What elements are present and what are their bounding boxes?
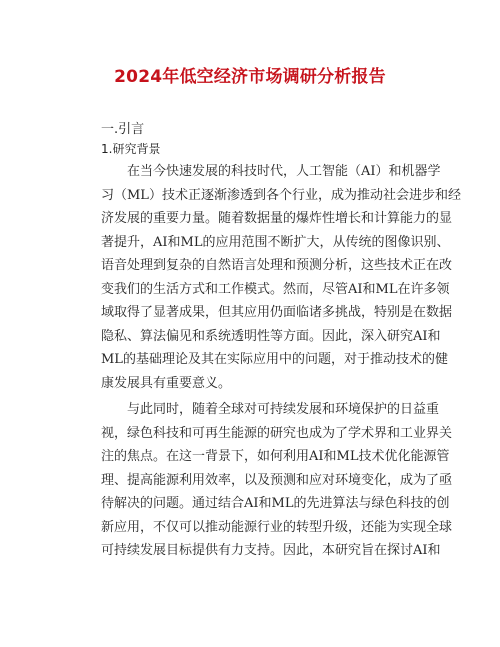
paragraph-line: 变我们的生活方式和工作模式。然而，尽管AI和ML在许多领	[101, 281, 450, 297]
paragraph-line: 注的焦点。在这一背景下，如何利用AI和ML技术优化能源管	[101, 449, 450, 464]
paragraph-line: 在当今快速发展的科技时代，人工智能（AI）和机器学	[101, 164, 441, 179]
subsection-heading: 1.研究背景	[101, 142, 161, 156]
paragraph-line: 济发展的重要力量。随着数据量的爆炸性增长和计算能力的显	[101, 211, 453, 226]
paragraph-line: 与此同时，随着全球对可持续发展和环境保护的日益重	[101, 402, 440, 417]
paragraph-line: 隐私、算法偏见和系统透明性等方面。因此，深入研究AI和	[101, 328, 441, 344]
paragraph-line: 待解决的问题。通过结合AI和ML的先进算法与绿色科技的创	[101, 496, 450, 511]
paragraph-line: 习（ML）技术正逐渐渗透到各个行业，成为推动社会进步和经	[101, 187, 461, 203]
paragraph-line: 可持续发展目标提供有力支持。因此，本研究旨在探讨AI和	[101, 543, 441, 558]
paragraph-line: 著提升，AI和ML的应用范围不断扩大，从传统的图像识别、	[101, 234, 450, 250]
paragraph-line: 语音处理到复杂的自然语言处理和预测分析，这些技术正在改	[101, 258, 453, 273]
paragraph-line: 域取得了显著成果，但其应用仍面临诸多挑战，特别是在数据	[101, 305, 453, 320]
paragraph-1	[101, 160, 461, 395]
paragraph-line: 视，绿色科技和可再生能源的研究也成为了学术界和工业界关	[101, 425, 453, 441]
document-title: 2024年低空经济市场调研分析报告	[114, 67, 386, 87]
paragraph-line: 理、提高能源利用效率，以及预测和应对环境变化，成为了亟	[101, 472, 453, 488]
section-heading: 一.引言	[101, 122, 145, 137]
paragraph-line: 康发展具有重要意义。	[101, 375, 232, 391]
paragraph-2	[101, 398, 453, 563]
paragraph-line: 新应用，不仅可以推动能源行业的转型升级，还能为实现全球	[101, 519, 453, 535]
paragraph-line: ML的基础理论及其在实际应用中的问题，对于推动技术的健	[101, 352, 448, 367]
